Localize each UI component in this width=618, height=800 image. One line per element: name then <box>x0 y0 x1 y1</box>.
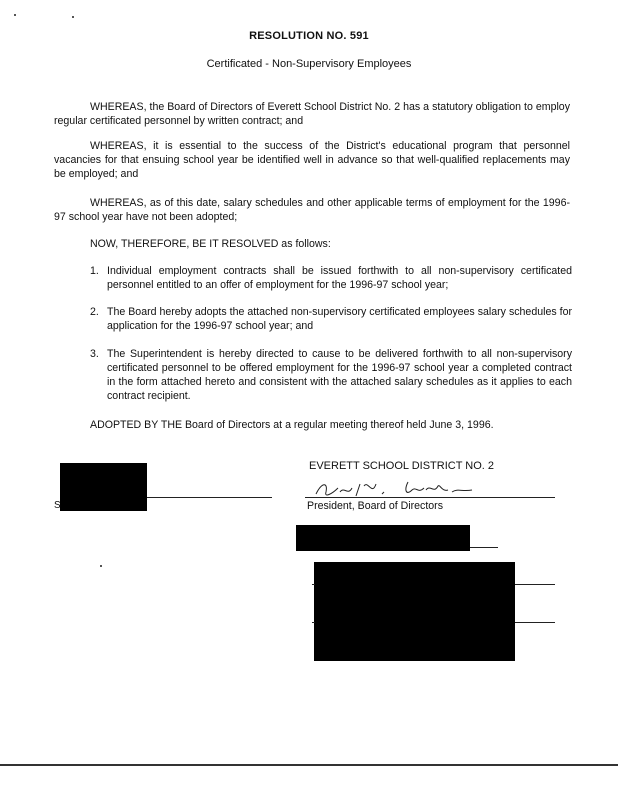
signature-line <box>515 622 555 623</box>
scan-speck <box>14 14 16 16</box>
left-signature-line <box>147 497 272 498</box>
handwritten-signature <box>312 476 482 502</box>
resolution-item-1 <box>90 264 572 292</box>
redaction-box <box>60 463 147 511</box>
item-number: 2. <box>90 306 99 318</box>
whereas-paragraph-3: WHEREAS, as of this date, salary schedules and other applicable terms of employment for the 1996-97 school year have not been adopted; <box>54 197 570 223</box>
resolution-subtitle: Certificated - Non-Supervisory Employees <box>206 58 412 70</box>
redaction-box <box>314 562 515 661</box>
signature-line-tick <box>312 584 315 585</box>
whereas-paragraph-1: WHEREAS, the Board of Directors of Everett School District No. 2 has a statutory obligation to employ regular certificated personnel by written contract; and <box>54 101 570 127</box>
president-signature-line <box>305 497 555 498</box>
whereas-paragraph-2: WHEREAS, it is essential to the success of the District's educational program that personnel vacancies for that ensuing school year be identified well in advance so that well-qualified replacements may be employed; and <box>54 140 570 180</box>
adoption-statement: ADOPTED BY THE Board of Directors at a regular meeting thereof held June 3, 1996. <box>90 419 494 431</box>
bottom-scan-rule <box>0 764 618 766</box>
resolution-title: RESOLUTION NO. 591 <box>249 30 369 42</box>
scan-speck <box>100 565 102 567</box>
signature-line-tick <box>312 622 315 623</box>
resolved-intro: NOW, THEREFORE, BE IT RESOLVED as follows: <box>90 238 331 250</box>
item-number: 1. <box>90 265 99 277</box>
district-name: EVERETT SCHOOL DISTRICT NO. 2 <box>309 460 494 472</box>
item-number: 3. <box>90 348 99 360</box>
signer-title: President, Board of Directors <box>307 500 444 512</box>
redaction-box <box>296 525 470 551</box>
item-text: Individual employment contracts shall be issued forthwith to all non-supervisory certificated personnel entitled to an offer of employment for the 1996-97 school year; <box>107 265 572 291</box>
signature-line <box>515 584 555 585</box>
resolution-item-2 <box>90 305 572 333</box>
signature-line-short <box>470 547 498 548</box>
item-text: The Superintendent is hereby directed to cause to be delivered forthwith to all non-supervisory certificated personnel to be offered employment for the 1996-97 school year a completed contract in the form attached hereto and consistent with the attached salary schedules as it applies to each contract recipient. <box>107 348 572 402</box>
left-signature-fragment: S <box>54 500 61 511</box>
scan-speck <box>72 16 74 18</box>
resolution-item-3 <box>90 347 572 403</box>
item-text: The Board hereby adopts the attached non-supervisory certificated employees salary schedules for application for the 1996-97 school year; and <box>107 306 572 332</box>
